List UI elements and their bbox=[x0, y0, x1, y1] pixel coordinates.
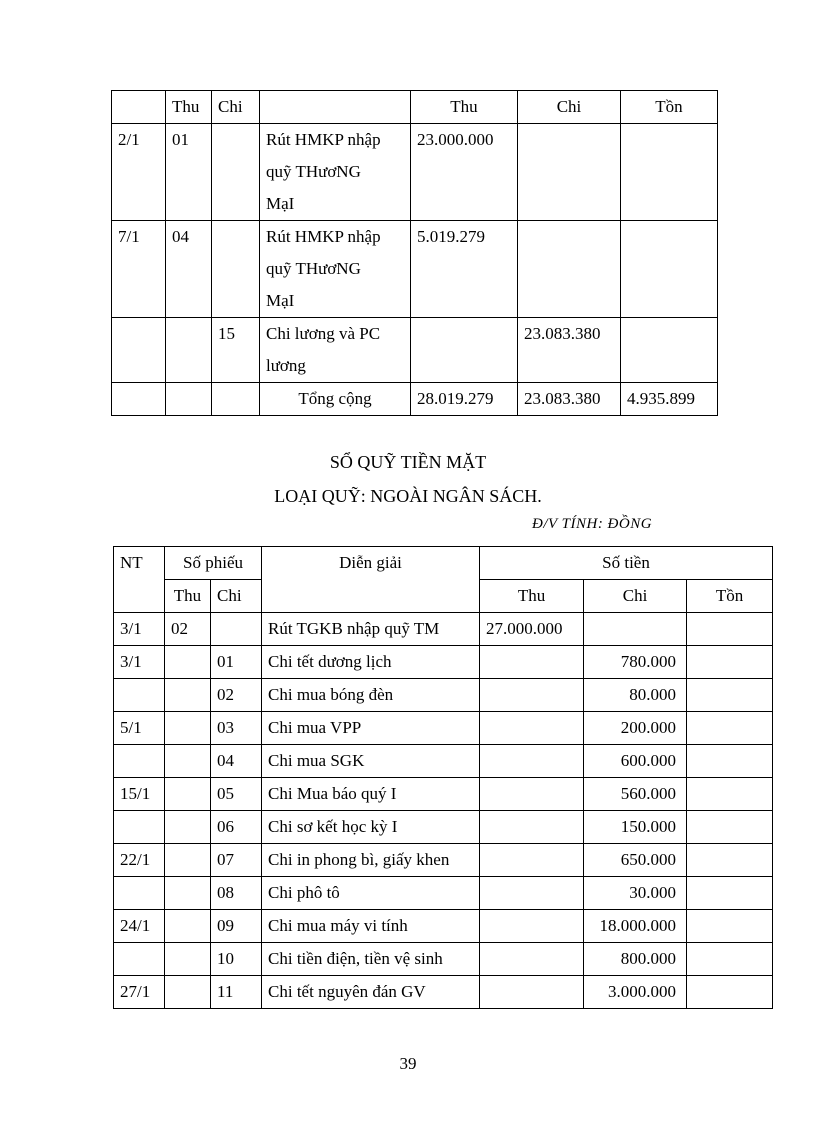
cash-fund-ledger-table bbox=[113, 546, 773, 1009]
thu-amount-cell bbox=[480, 712, 584, 745]
header-cell bbox=[112, 91, 166, 124]
table-row bbox=[114, 976, 773, 1009]
ton-amount-cell bbox=[687, 811, 773, 844]
table-row bbox=[114, 943, 773, 976]
description-cell: Chi lương và PC lương bbox=[260, 318, 411, 383]
thu-amount-cell bbox=[480, 877, 584, 910]
total-row bbox=[112, 383, 718, 416]
chi-voucher-cell: 15 bbox=[212, 318, 260, 383]
chi-amount-cell: 650.000 bbox=[584, 844, 687, 877]
description-cell: Rút TGKB nhập quỹ TM bbox=[262, 613, 480, 646]
thu-voucher-cell bbox=[166, 318, 212, 383]
thu-amount-cell bbox=[480, 679, 584, 712]
ton-amount-cell bbox=[621, 318, 718, 383]
table-row bbox=[114, 679, 773, 712]
chi-amount-cell: 18.000.000 bbox=[584, 910, 687, 943]
description-cell: Chi mua SGK bbox=[262, 745, 480, 778]
thu-amount-cell bbox=[480, 844, 584, 877]
description-cell: Chi mua VPP bbox=[262, 712, 480, 745]
section-subtitle: LOẠI QUỸ: NGOÀI NGÂN SÁCH. bbox=[274, 486, 542, 506]
date-cell: 27/1 bbox=[114, 976, 165, 1009]
ton-amount-cell bbox=[621, 221, 718, 318]
header-cell: Chi bbox=[212, 91, 260, 124]
thu-amount-cell bbox=[411, 318, 518, 383]
header-so-phieu: Số phiếu bbox=[165, 547, 262, 580]
thu-voucher-cell bbox=[165, 712, 211, 745]
chi-voucher-cell bbox=[211, 613, 262, 646]
thu-voucher-cell bbox=[165, 745, 211, 778]
header-thu-no: Thu bbox=[165, 580, 211, 613]
thu-voucher-cell bbox=[165, 976, 211, 1009]
date-cell bbox=[114, 943, 165, 976]
header-cell bbox=[260, 91, 411, 124]
chi-amount-cell: 80.000 bbox=[584, 679, 687, 712]
chi-voucher-cell: 08 bbox=[211, 877, 262, 910]
header-chi-amount: Chi bbox=[584, 580, 687, 613]
date-cell: 24/1 bbox=[114, 910, 165, 943]
chi-amount-cell: 600.000 bbox=[584, 745, 687, 778]
thu-amount-cell bbox=[480, 745, 584, 778]
thu-voucher-cell bbox=[165, 844, 211, 877]
header-cell: Thu bbox=[411, 91, 518, 124]
empty-cell bbox=[112, 383, 166, 416]
table-row bbox=[114, 646, 773, 679]
chi-amount-cell: 150.000 bbox=[584, 811, 687, 844]
total-label: Tổng cộng bbox=[260, 383, 411, 416]
description-cell: Chi phô tô bbox=[262, 877, 480, 910]
date-cell: 5/1 bbox=[114, 712, 165, 745]
chi-amount-cell: 800.000 bbox=[584, 943, 687, 976]
thu-amount-cell bbox=[480, 646, 584, 679]
thu-voucher-cell bbox=[165, 910, 211, 943]
chi-voucher-cell: 10 bbox=[211, 943, 262, 976]
header-so-tien: Số tiền bbox=[480, 547, 773, 580]
table-row bbox=[114, 712, 773, 745]
thu-voucher-cell bbox=[165, 778, 211, 811]
chi-voucher-cell: 01 bbox=[211, 646, 262, 679]
date-cell bbox=[112, 318, 166, 383]
chi-amount-cell: 780.000 bbox=[584, 646, 687, 679]
chi-voucher-cell bbox=[212, 221, 260, 318]
thu-amount-cell bbox=[480, 811, 584, 844]
date-cell bbox=[114, 745, 165, 778]
date-cell bbox=[114, 877, 165, 910]
thu-amount-cell bbox=[480, 976, 584, 1009]
table-row bbox=[114, 877, 773, 910]
ton-amount-cell bbox=[687, 877, 773, 910]
chi-voucher-cell: 09 bbox=[211, 910, 262, 943]
description-cell: Chi mua bóng đèn bbox=[262, 679, 480, 712]
empty-cell bbox=[212, 383, 260, 416]
thu-voucher-cell: 04 bbox=[166, 221, 212, 318]
table-row bbox=[114, 910, 773, 943]
thu-amount-cell bbox=[480, 778, 584, 811]
ton-amount-cell bbox=[687, 976, 773, 1009]
description-cell: Rút HMKP nhập quỹ THươNG MạI bbox=[260, 124, 411, 221]
chi-voucher-cell: 04 bbox=[211, 745, 262, 778]
chi-amount-cell: 23.083.380 bbox=[518, 318, 621, 383]
date-cell: 22/1 bbox=[114, 844, 165, 877]
header-thu-amount: Thu bbox=[480, 580, 584, 613]
header-chi-no: Chi bbox=[211, 580, 262, 613]
chi-voucher-cell: 05 bbox=[211, 778, 262, 811]
header-ton-amount: Tồn bbox=[687, 580, 773, 613]
empty-cell bbox=[166, 383, 212, 416]
date-cell bbox=[114, 679, 165, 712]
date-cell bbox=[114, 811, 165, 844]
ton-amount-cell bbox=[687, 646, 773, 679]
ton-amount-cell bbox=[687, 844, 773, 877]
date-cell: 3/1 bbox=[114, 613, 165, 646]
table-row bbox=[114, 613, 773, 646]
description-cell: Chi tết nguyên đán GV bbox=[262, 976, 480, 1009]
description-cell: Chi tết dương lịch bbox=[262, 646, 480, 679]
thu-voucher-cell: 02 bbox=[165, 613, 211, 646]
thu-voucher-cell bbox=[165, 679, 211, 712]
table-row bbox=[112, 221, 718, 318]
chi-amount-cell: 560.000 bbox=[584, 778, 687, 811]
total-thu: 28.019.279 bbox=[411, 383, 518, 416]
date-cell: 3/1 bbox=[114, 646, 165, 679]
table-row bbox=[114, 745, 773, 778]
thu-amount-cell bbox=[480, 943, 584, 976]
description-cell: Chi tiền điện, tiền vệ sinh bbox=[262, 943, 480, 976]
table-row bbox=[114, 811, 773, 844]
description-cell: Chi in phong bì, giấy khen bbox=[262, 844, 480, 877]
description-cell: Chi Mua báo quý I bbox=[262, 778, 480, 811]
chi-amount-cell: 3.000.000 bbox=[584, 976, 687, 1009]
date-cell: 7/1 bbox=[112, 221, 166, 318]
table2-body bbox=[114, 547, 773, 1009]
thu-voucher-cell bbox=[165, 811, 211, 844]
header-dien-giai: Diễn giải bbox=[262, 547, 480, 613]
chi-voucher-cell: 07 bbox=[211, 844, 262, 877]
chi-voucher-cell: 11 bbox=[211, 976, 262, 1009]
date-cell: 15/1 bbox=[114, 778, 165, 811]
table-row bbox=[112, 318, 718, 383]
ton-amount-cell bbox=[621, 124, 718, 221]
thu-amount-cell: 5.019.279 bbox=[411, 221, 518, 318]
section-title: SỔ QUỸ TIỀN MẶT bbox=[329, 452, 487, 472]
total-chi: 23.083.380 bbox=[518, 383, 621, 416]
ton-amount-cell bbox=[687, 910, 773, 943]
thu-amount-cell bbox=[480, 910, 584, 943]
chi-voucher-cell: 03 bbox=[211, 712, 262, 745]
header-nt: NT bbox=[114, 547, 165, 613]
table-row bbox=[112, 124, 718, 221]
ton-amount-cell bbox=[687, 613, 773, 646]
ton-amount-cell bbox=[687, 712, 773, 745]
ton-amount-cell bbox=[687, 679, 773, 712]
thu-amount-cell: 23.000.000 bbox=[411, 124, 518, 221]
total-ton: 4.935.899 bbox=[621, 383, 718, 416]
ton-amount-cell bbox=[687, 778, 773, 811]
thu-voucher-cell bbox=[165, 943, 211, 976]
description-cell: Chi mua máy vi tính bbox=[262, 910, 480, 943]
chi-amount-cell bbox=[584, 613, 687, 646]
chi-voucher-cell: 06 bbox=[211, 811, 262, 844]
chi-amount-cell: 30.000 bbox=[584, 877, 687, 910]
table1-header-row bbox=[112, 91, 718, 124]
table-row bbox=[114, 844, 773, 877]
chi-voucher-cell: 02 bbox=[211, 679, 262, 712]
header-cell: Tồn bbox=[621, 91, 718, 124]
cash-ledger-table-continued bbox=[111, 90, 718, 416]
unit-label: Đ/V TÍNH: ĐỒNG bbox=[532, 516, 653, 532]
table2-header-row-1 bbox=[114, 547, 773, 580]
chi-amount-cell bbox=[518, 221, 621, 318]
description-cell: Chi sơ kết học kỳ I bbox=[262, 811, 480, 844]
header-cell: Chi bbox=[518, 91, 621, 124]
page-number: 39 bbox=[399, 1054, 417, 1073]
ton-amount-cell bbox=[687, 943, 773, 976]
thu-voucher-cell bbox=[165, 877, 211, 910]
ton-amount-cell bbox=[687, 745, 773, 778]
thu-voucher-cell: 01 bbox=[166, 124, 212, 221]
thu-voucher-cell bbox=[165, 646, 211, 679]
chi-amount-cell bbox=[518, 124, 621, 221]
header-cell: Thu bbox=[166, 91, 212, 124]
description-cell: Rút HMKP nhập quỹ THươNG MạI bbox=[260, 221, 411, 318]
thu-amount-cell: 27.000.000 bbox=[480, 613, 584, 646]
table-row bbox=[114, 778, 773, 811]
table1-body bbox=[112, 91, 718, 416]
chi-voucher-cell bbox=[212, 124, 260, 221]
date-cell: 2/1 bbox=[112, 124, 166, 221]
chi-amount-cell: 200.000 bbox=[584, 712, 687, 745]
